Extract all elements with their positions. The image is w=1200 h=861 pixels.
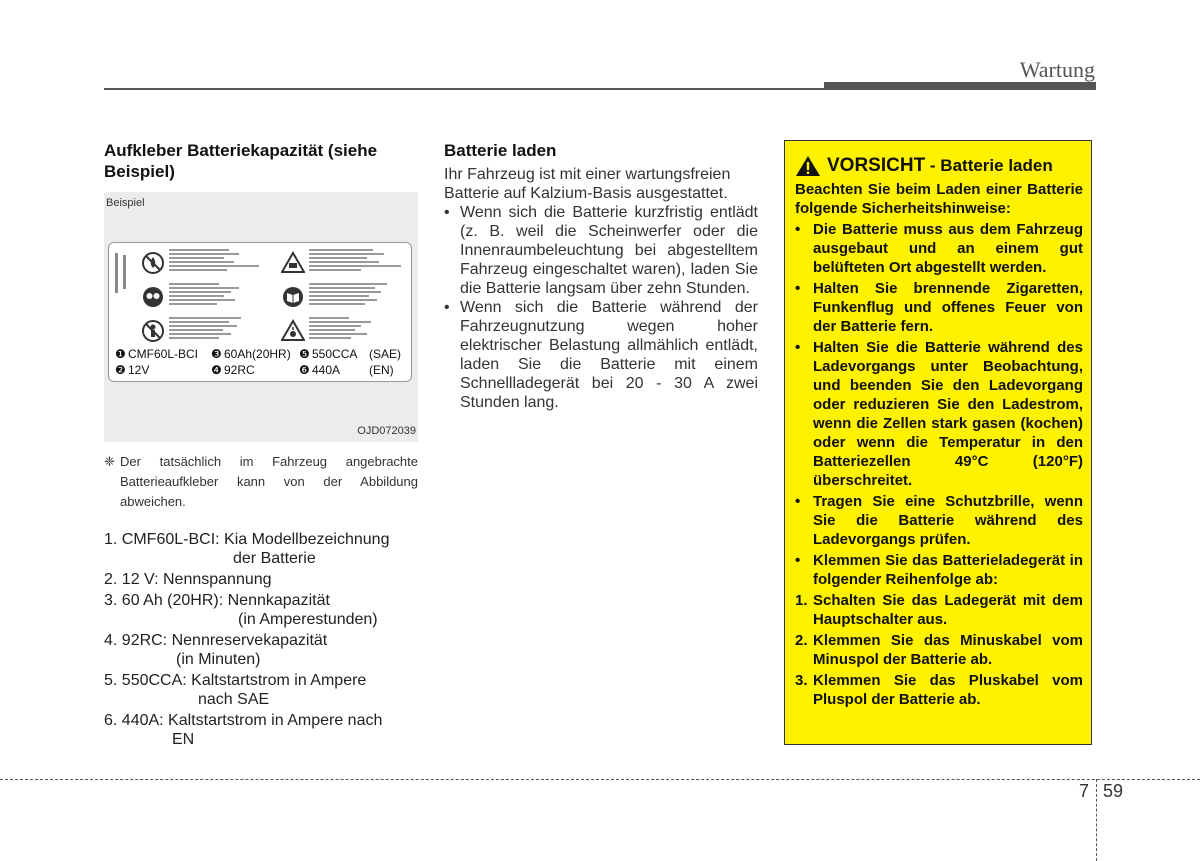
- spec-marker: ❹: [211, 363, 222, 377]
- spec-marker: ❺: [299, 347, 310, 361]
- list-item: [104, 711, 418, 749]
- sticker-fine-print: [309, 315, 407, 341]
- list-item: [795, 671, 1083, 709]
- spec-value: 550CCA: [312, 347, 358, 361]
- list-item: [104, 570, 418, 589]
- spec-value: 12V: [128, 363, 150, 377]
- caution-subtitle: - Batterie laden: [925, 156, 1053, 175]
- sticker-fine-print: [169, 315, 267, 341]
- figure-note: [104, 452, 418, 512]
- figure-caption: Beispiel: [106, 197, 145, 209]
- warning-triangle-icon: [795, 155, 821, 177]
- item-mark: 2.: [795, 632, 808, 649]
- sticker-fine-print: [309, 281, 407, 307]
- caution-body: [795, 180, 1083, 709]
- left-column: [104, 140, 418, 751]
- item-text: Klemmen Sie das Minuskabel vom Minuspol der Batterie ab.: [813, 632, 1083, 668]
- spec-standard: (EN): [369, 363, 394, 377]
- list-item: [104, 530, 418, 568]
- item-mark: •: [795, 339, 801, 356]
- definition-list: [104, 530, 418, 749]
- page-number: 59: [1103, 781, 1124, 801]
- item-text: Die Batterie muss aus dem Fahrzeug ausgebaut und an einem gut belüfteten Ort abgestellt werden.: [813, 221, 1083, 276]
- list-item: [104, 631, 418, 669]
- list-item: [795, 631, 1083, 669]
- list-item: [444, 203, 758, 298]
- spec-marker: ❻: [299, 363, 310, 377]
- definition-continuation: (in Amperestunden): [238, 611, 378, 628]
- list-item: [795, 551, 1083, 589]
- section-title: Wartung: [1019, 57, 1095, 82]
- bullet-text: Wenn sich die Batterie während der Fahrzeugnutzung wegen hoher elektrischer Belastung allmählich entlädt, laden Sie die Batterie mit einem Schnellladegerät bei 20 - 30 A zwei Stunden lang.: [460, 299, 758, 411]
- list-item: [104, 671, 418, 709]
- no-children-icon: [141, 319, 165, 343]
- sticker-fine-print: [169, 247, 267, 273]
- footer-divider: [1096, 779, 1097, 861]
- battery-label-figure: [104, 192, 418, 442]
- definition-text: 3. 60 Ah (20HR): Nennkapazität: [104, 592, 330, 609]
- item-mark: •: [795, 552, 801, 569]
- charging-heading: Batterie laden: [444, 141, 557, 160]
- charging-intro: Ihr Fahrzeug ist mit einer wartungsfreien Batterie auf Kalzium-Basis ausgestattet.: [444, 166, 731, 202]
- list-item: [795, 591, 1083, 629]
- middle-column: [444, 140, 758, 412]
- read-manual-icon: [281, 285, 305, 309]
- bullet-mark: •: [444, 299, 450, 316]
- item-mark: •: [795, 493, 801, 510]
- note-text: Der tatsächlich im Fahrzeug angebrachte Batterieaufkleber kann von der Abbildung abweichen.: [120, 454, 418, 509]
- caution-intro: Beachten Sie beim Laden einer Batterie folgende Sicherheitshinweise:: [795, 181, 1083, 217]
- definition-text: 5. 550CCA: Kaltstartstrom in Ampere: [104, 672, 367, 689]
- definition-continuation: nach SAE: [198, 691, 270, 708]
- sticker-fine-print: [169, 281, 267, 307]
- definition-text: 2. 12 V: Nennspannung: [104, 571, 272, 588]
- chapter-number: 7: [1079, 781, 1090, 801]
- bullet-mark: •: [444, 204, 450, 221]
- header-rule-accent: [824, 82, 1096, 90]
- list-item: [795, 220, 1083, 277]
- spec-marker: ❶: [115, 347, 126, 361]
- list-item: [795, 492, 1083, 549]
- list-item: [444, 298, 758, 412]
- bullet-text: Wenn sich die Batterie kurzfristig entlädt (z. B. weil die Scheinwerfer oder die Innenraumbeleuchtung bei abgestelltem Fahrzeug eingeschaltet waren), laden Sie die Batterie langsam über zehn Stunden.: [460, 204, 758, 297]
- eye-protection-icon: [141, 285, 165, 309]
- item-text: Klemmen Sie das Pluskabel vom Pluspol der Batterie ab.: [813, 672, 1083, 708]
- item-mark: •: [795, 221, 801, 238]
- item-text: Schalten Sie das Ladegerät mit dem Hauptschalter aus.: [813, 592, 1083, 628]
- charging-bullet-list: [444, 203, 758, 412]
- definition-continuation: der Batterie: [233, 550, 316, 567]
- spec-value: 440A: [312, 363, 341, 377]
- explosive-hazard-icon: [281, 319, 305, 343]
- note-symbol: ❈: [104, 454, 115, 469]
- spec-value: CMF60L-BCI: [128, 347, 199, 361]
- battery-sticker: [108, 242, 412, 382]
- spec-marker: ❸: [211, 347, 222, 361]
- item-text: Halten Sie die Batterie während des Ladevorgangs unter Beobachtung, und beenden Sie den Ladevorgang oder reduzieren Sie den Ladestrom, wenn die Zellen stark gasen (kochen) oder wenn die Temperatur in den Batteriezellen 49°C (120°F) überschreitet.: [813, 339, 1083, 489]
- item-mark: 1.: [795, 592, 808, 609]
- definition-continuation: (in Minuten): [176, 651, 261, 668]
- item-text: Halten Sie brennende Zigaretten, Funkenflug und offenes Feuer von der Batterie fern.: [813, 280, 1083, 335]
- definition-text: 6. 440A: Kaltstartstrom in Ampere nach: [104, 712, 383, 729]
- caution-box: [784, 140, 1092, 745]
- list-item: [104, 591, 418, 629]
- definition-text: 1. CMF60L-BCI: Kia Modellbezeichnung: [104, 531, 390, 548]
- item-text: Klemmen Sie das Batterieladegerät in folgender Reihenfolge ab:: [813, 552, 1083, 588]
- definition-continuation: EN: [172, 731, 195, 748]
- spec-value: 60Ah(20HR): [224, 347, 291, 361]
- item-mark: •: [795, 280, 801, 297]
- sticker-fine-print: [309, 247, 407, 273]
- list-item: [795, 338, 1083, 490]
- spec-value: 92RC: [224, 363, 255, 377]
- battery-label-heading: Aufkleber Batteriekapazität (siehe Beispiel): [104, 141, 378, 181]
- spec-marker: ❷: [115, 363, 126, 377]
- spec-standard: (SAE): [369, 347, 402, 361]
- list-item: [795, 279, 1083, 336]
- definition-text: 4. 92RC: Nennreservekapazität: [104, 632, 328, 649]
- footer-rule: [0, 779, 1200, 780]
- sticker-side-text: [111, 249, 133, 339]
- caution-label: VORSICHT: [827, 155, 926, 176]
- item-mark: 3.: [795, 672, 808, 689]
- figure-code: OJD072039: [357, 425, 416, 437]
- item-text: Tragen Sie eine Schutzbrille, wenn Sie die Batterie während des Ladevorgangs prüfen.: [813, 493, 1083, 548]
- corrosive-hazard-icon: [281, 251, 305, 275]
- no-fire-icon: [141, 251, 165, 275]
- caution-title: [795, 155, 1083, 177]
